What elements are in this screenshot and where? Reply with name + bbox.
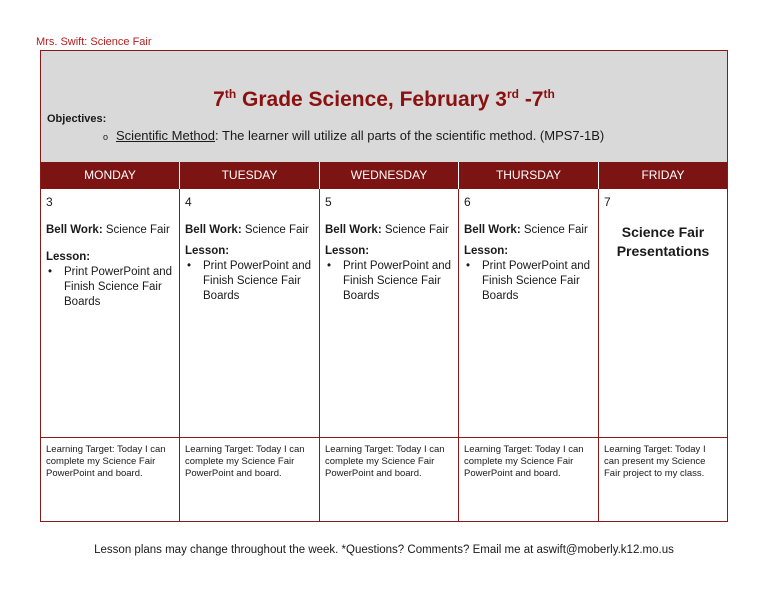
title-middle: Grade Science, February 3 — [236, 88, 507, 111]
learning-target: Learning Target: Today I can complete my Science Fair PowerPoint and board. — [325, 444, 445, 479]
lesson-label: Lesson: — [185, 245, 230, 257]
lesson — [185, 244, 315, 304]
bell-work — [325, 223, 454, 238]
day-content — [185, 223, 315, 304]
learning-target: Learning Target: Today I can present my Science Fair project to my class. — [604, 444, 706, 479]
day-column-thursday — [459, 189, 599, 521]
bell-work-text: Science Fair — [381, 224, 449, 236]
document-header-label: Mrs. Swift: Science Fair — [36, 36, 152, 48]
objective-item — [103, 128, 604, 143]
day-number: 5 — [325, 195, 332, 209]
objective-bullet: o — [103, 132, 109, 142]
lesson-item: • Print PowerPoint and Finish Science Fair Boards — [185, 259, 315, 304]
day-number: 6 — [464, 195, 471, 209]
day-number: 4 — [185, 195, 192, 209]
bell-work — [185, 223, 315, 238]
science-fair-presentations: Science Fair Presentations — [616, 224, 710, 259]
scientific-method-link[interactable]: Scientific Method — [116, 128, 216, 143]
day-header-tuesday: TUESDAY — [180, 162, 320, 189]
day-header-thursday: THURSDAY — [459, 162, 599, 189]
target-divider — [180, 437, 319, 438]
lesson — [464, 244, 594, 304]
week-grid — [41, 189, 727, 521]
title-banner — [41, 51, 727, 162]
target-divider — [459, 437, 598, 438]
lesson-plan-sheet — [40, 50, 728, 522]
day-content — [464, 223, 594, 304]
day-content — [46, 223, 175, 310]
title-superscript-2: rd — [506, 87, 519, 101]
day-number: 7 — [604, 195, 611, 209]
footer-note: Lesson plans may change throughout the week. *Questions? Comments? Email me at aswift@moberly.k12.mo.us — [94, 544, 674, 556]
lesson-label: Lesson: — [464, 245, 509, 257]
day-header-wednesday: WEDNESDAY — [320, 162, 459, 189]
target-divider — [599, 437, 727, 438]
day-header-friday: FRIDAY — [641, 168, 685, 182]
bell-work-label: Bell Work: — [325, 224, 382, 236]
bell-work-text: Science Fair — [520, 224, 588, 236]
learning-target: Learning Target: Today I can complete my Science Fair PowerPoint and board. — [185, 444, 305, 479]
bell-work-label: Bell Work: — [185, 224, 242, 236]
lesson-item: • Print PowerPoint and Finish Science Fair Boards — [464, 259, 594, 304]
title-superscript-3: th — [543, 87, 555, 101]
target-divider — [41, 437, 179, 438]
bell-work-text: Science Fair — [102, 224, 170, 236]
day-header-monday: MONDAY — [41, 162, 180, 189]
page-title — [41, 87, 727, 112]
day-column-friday — [599, 189, 727, 521]
bell-work-label: Bell Work: — [46, 224, 103, 236]
lesson-label: Lesson: — [325, 245, 370, 257]
bell-work-text: Science Fair — [241, 224, 309, 236]
objectives-label: Objectives: — [47, 113, 107, 125]
title-prefix: 7 — [213, 88, 225, 111]
day-column-wednesday — [320, 189, 459, 521]
lesson-item: • Print PowerPoint and Finish Science Fair Boards — [325, 259, 454, 304]
lesson-item: • Print PowerPoint and Finish Science Fair Boards — [46, 265, 175, 310]
day-number: 3 — [46, 195, 53, 209]
target-divider — [320, 437, 458, 438]
bell-work — [464, 223, 594, 238]
title-superscript-1: th — [224, 87, 237, 101]
bell-work — [46, 223, 175, 238]
title-end: -7 — [518, 88, 544, 111]
lesson — [46, 250, 175, 310]
day-column-tuesday — [180, 189, 320, 521]
objective-text: : The learner will utilize all parts of the scientific method. (MPS7-1B) — [215, 128, 605, 143]
learning-target: Learning Target: Today I can complete my Science Fair PowerPoint and board. — [46, 444, 166, 479]
day-column-monday — [41, 189, 180, 521]
day-content — [325, 223, 454, 304]
lesson-label: Lesson: — [46, 251, 91, 263]
bell-work-label: Bell Work: — [464, 224, 521, 236]
learning-target: Learning Target: Today I can complete my Science Fair PowerPoint and board. — [464, 444, 584, 479]
weekday-header-row — [41, 162, 727, 189]
lesson — [325, 244, 454, 304]
